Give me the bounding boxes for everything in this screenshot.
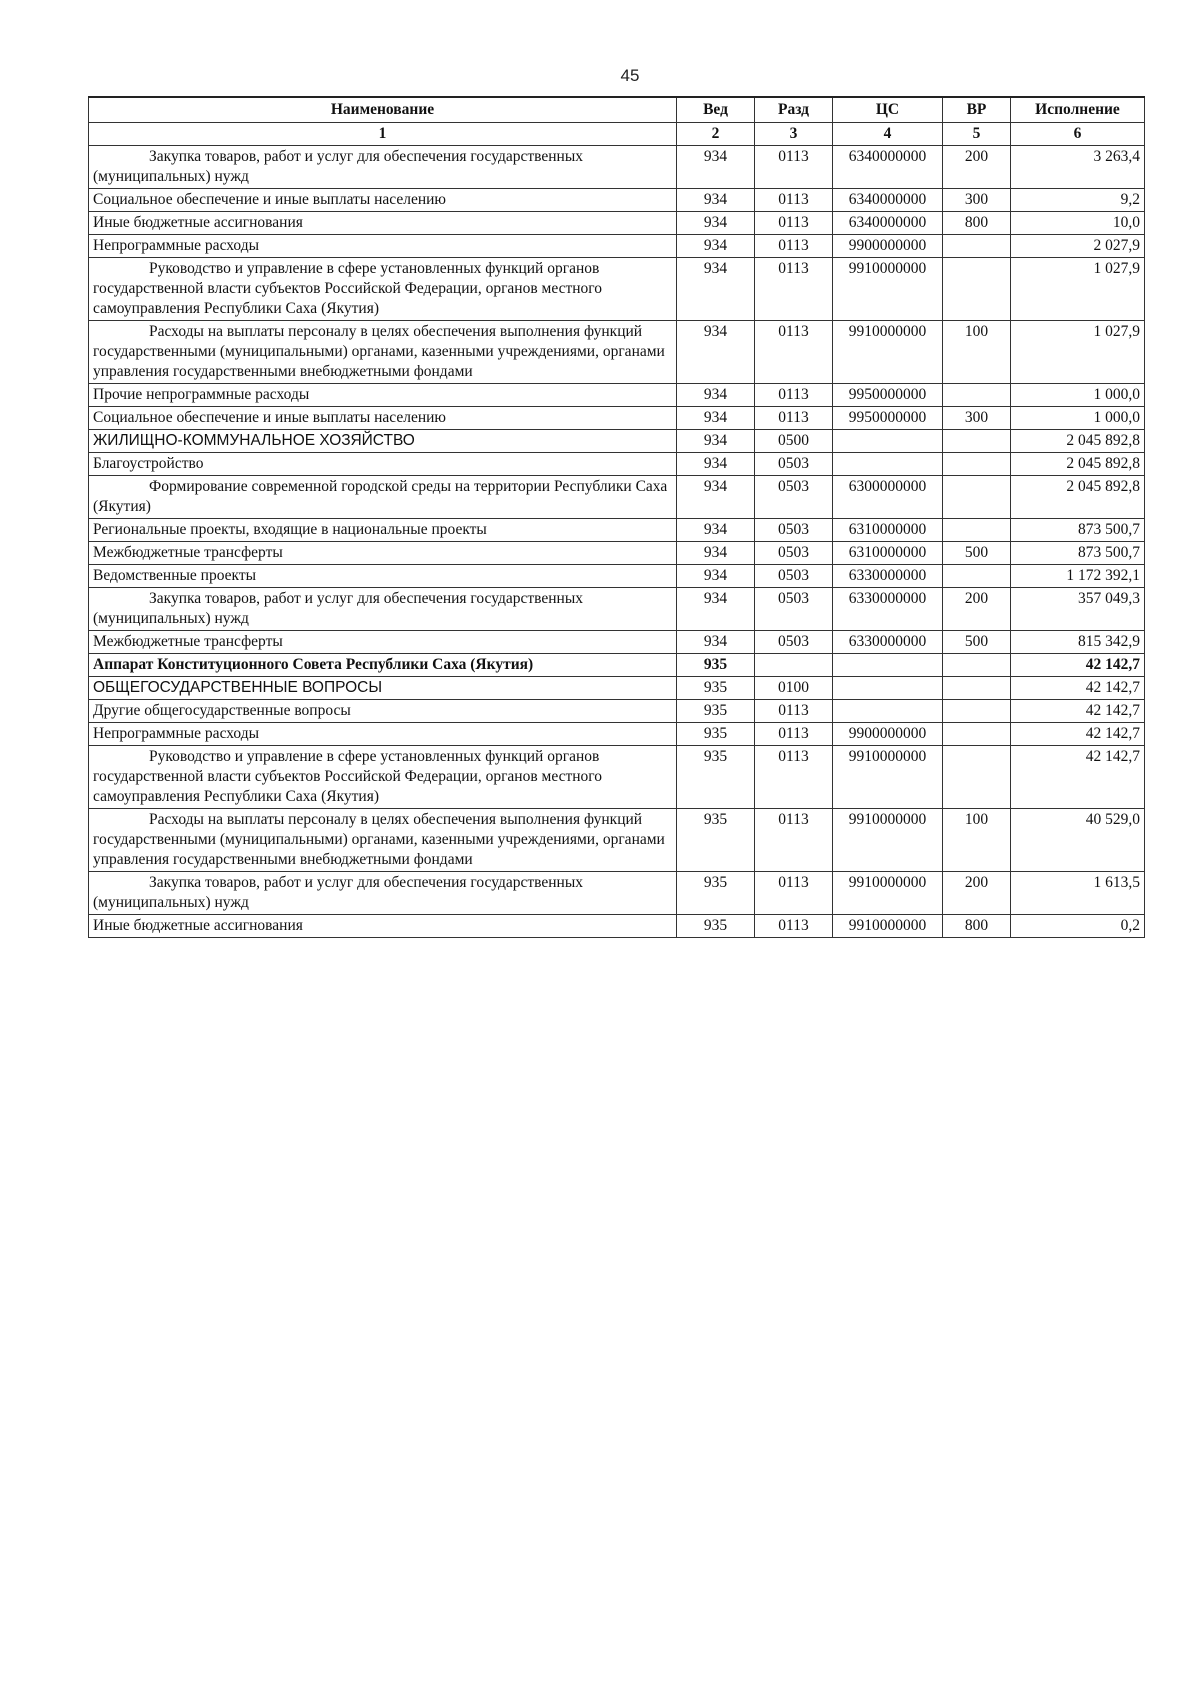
row-name: Расходы на выплаты персоналу в целях обеспечения выполнения функций государственными (муниципальными) органами, казенными учреждениями, органами управления государственными внебюджетными фондами	[89, 809, 677, 872]
row-amount: 2 027,9	[1011, 235, 1145, 258]
table-row	[89, 677, 1145, 700]
row-cs: 6310000000	[833, 542, 943, 565]
row-cs: 9910000000	[833, 321, 943, 384]
row-vr: 800	[943, 212, 1011, 235]
row-name: Социальное обеспечение и иные выплаты населению	[89, 407, 677, 430]
table-row	[89, 321, 1145, 384]
row-vr: 800	[943, 915, 1011, 938]
row-razd: 0113	[755, 872, 833, 915]
row-cs: 6300000000	[833, 476, 943, 519]
row-amount: 42 142,7	[1011, 746, 1145, 809]
row-cs: 9910000000	[833, 872, 943, 915]
row-amount: 40 529,0	[1011, 809, 1145, 872]
row-razd: 0113	[755, 700, 833, 723]
row-name: Благоустройство	[89, 453, 677, 476]
header-razd: Разд	[755, 97, 833, 123]
row-name: Закупка товаров, работ и услуг для обеспечения государственных (муниципальных) нужд	[89, 588, 677, 631]
row-cs: 6340000000	[833, 212, 943, 235]
row-vr: 200	[943, 872, 1011, 915]
row-razd: 0500	[755, 430, 833, 453]
row-amount: 873 500,7	[1011, 542, 1145, 565]
row-vr: 100	[943, 809, 1011, 872]
row-vr	[943, 723, 1011, 746]
row-razd	[755, 654, 833, 677]
row-vr	[943, 476, 1011, 519]
row-name: Руководство и управление в сфере установленных функций органов государственной власти субъектов Российской Федерации, органов местного самоуправления Республики Саха (Якутия)	[89, 746, 677, 809]
table-row	[89, 430, 1145, 453]
row-name: ЖИЛИЩНО-КОММУНАЛЬНОЕ ХОЗЯЙСТВО	[89, 430, 677, 453]
row-cs: 9950000000	[833, 407, 943, 430]
column-number: 3	[755, 123, 833, 146]
row-razd: 0503	[755, 453, 833, 476]
row-name: Межбюджетные трансферты	[89, 542, 677, 565]
row-cs: 9910000000	[833, 809, 943, 872]
table-row	[89, 588, 1145, 631]
row-vr	[943, 235, 1011, 258]
table-row	[89, 258, 1145, 321]
row-razd: 0113	[755, 407, 833, 430]
table-row	[89, 235, 1145, 258]
row-razd: 0113	[755, 915, 833, 938]
column-number: 5	[943, 123, 1011, 146]
row-name: Непрограммные расходы	[89, 723, 677, 746]
row-vr	[943, 453, 1011, 476]
row-cs: 9900000000	[833, 235, 943, 258]
row-ved: 934	[677, 212, 755, 235]
row-razd: 0503	[755, 542, 833, 565]
row-razd: 0503	[755, 565, 833, 588]
row-ved: 935	[677, 677, 755, 700]
row-ved: 935	[677, 654, 755, 677]
row-amount: 3 263,4	[1011, 146, 1145, 189]
row-name: Аппарат Конституционного Совета Республики Саха (Якутия)	[89, 654, 677, 677]
row-amount: 42 142,7	[1011, 677, 1145, 700]
row-razd: 0503	[755, 631, 833, 654]
header-row	[89, 97, 1145, 123]
row-cs	[833, 677, 943, 700]
row-name: Иные бюджетные ассигнования	[89, 915, 677, 938]
row-razd: 0503	[755, 476, 833, 519]
table-row	[89, 212, 1145, 235]
row-name: Непрограммные расходы	[89, 235, 677, 258]
row-vr: 500	[943, 542, 1011, 565]
table-row	[89, 915, 1145, 938]
row-amount: 357 049,3	[1011, 588, 1145, 631]
row-ved: 934	[677, 453, 755, 476]
row-razd: 0113	[755, 321, 833, 384]
table-row	[89, 700, 1145, 723]
row-vr	[943, 519, 1011, 542]
page-number: 45	[620, 66, 640, 85]
row-cs	[833, 654, 943, 677]
row-name: Расходы на выплаты персоналу в целях обеспечения выполнения функций государственными (муниципальными) органами, казенными учреждениями, органами управления государственными внебюджетными фондами	[89, 321, 677, 384]
row-amount: 1 027,9	[1011, 321, 1145, 384]
row-name: Региональные проекты, входящие в национальные проекты	[89, 519, 677, 542]
row-amount: 42 142,7	[1011, 723, 1145, 746]
row-ved: 935	[677, 915, 755, 938]
row-amount: 2 045 892,8	[1011, 430, 1145, 453]
row-razd: 0113	[755, 723, 833, 746]
row-razd: 0113	[755, 146, 833, 189]
table-row	[89, 453, 1145, 476]
row-cs: 6310000000	[833, 519, 943, 542]
table-row	[89, 872, 1145, 915]
row-amount: 1 000,0	[1011, 384, 1145, 407]
row-amount: 42 142,7	[1011, 700, 1145, 723]
row-name: Иные бюджетные ассигнования	[89, 212, 677, 235]
row-amount: 42 142,7	[1011, 654, 1145, 677]
row-vr: 100	[943, 321, 1011, 384]
row-cs: 9910000000	[833, 746, 943, 809]
table-row	[89, 809, 1145, 872]
row-razd: 0113	[755, 212, 833, 235]
row-vr	[943, 746, 1011, 809]
table-row	[89, 746, 1145, 809]
row-name: Закупка товаров, работ и услуг для обеспечения государственных (муниципальных) нужд	[89, 146, 677, 189]
row-name: Прочие непрограммные расходы	[89, 384, 677, 407]
row-razd: 0113	[755, 809, 833, 872]
row-razd: 0503	[755, 588, 833, 631]
row-cs: 6340000000	[833, 146, 943, 189]
column-number: 4	[833, 123, 943, 146]
row-cs: 6330000000	[833, 588, 943, 631]
row-ved: 934	[677, 476, 755, 519]
row-ved: 935	[677, 872, 755, 915]
row-vr: 300	[943, 407, 1011, 430]
row-cs: 9950000000	[833, 384, 943, 407]
row-vr: 200	[943, 146, 1011, 189]
row-amount: 873 500,7	[1011, 519, 1145, 542]
row-amount: 2 045 892,8	[1011, 453, 1145, 476]
table-row	[89, 519, 1145, 542]
row-cs: 9900000000	[833, 723, 943, 746]
row-amount: 1 027,9	[1011, 258, 1145, 321]
row-vr	[943, 677, 1011, 700]
row-razd: 0503	[755, 519, 833, 542]
row-cs: 9910000000	[833, 915, 943, 938]
row-vr: 200	[943, 588, 1011, 631]
row-ved: 935	[677, 809, 755, 872]
row-cs: 6330000000	[833, 631, 943, 654]
row-razd: 0100	[755, 677, 833, 700]
row-ved: 934	[677, 321, 755, 384]
table-row	[89, 189, 1145, 212]
row-ved: 935	[677, 700, 755, 723]
table-row	[89, 542, 1145, 565]
row-vr	[943, 258, 1011, 321]
row-name: Формирование современной городской среды на территории Республики Саха (Якутия)	[89, 476, 677, 519]
header-cs: ЦС	[833, 97, 943, 123]
row-ved: 934	[677, 588, 755, 631]
row-ved: 935	[677, 723, 755, 746]
row-cs	[833, 700, 943, 723]
row-amount: 9,2	[1011, 189, 1145, 212]
row-ved: 934	[677, 407, 755, 430]
row-name: Социальное обеспечение и иные выплаты населению	[89, 189, 677, 212]
table-row	[89, 407, 1145, 430]
row-vr	[943, 700, 1011, 723]
header-name: Наименование	[89, 97, 677, 123]
row-cs: 6340000000	[833, 189, 943, 212]
row-ved: 934	[677, 189, 755, 212]
row-cs	[833, 453, 943, 476]
row-ved: 934	[677, 258, 755, 321]
column-number: 1	[89, 123, 677, 146]
row-vr	[943, 384, 1011, 407]
row-amount: 2 045 892,8	[1011, 476, 1145, 519]
budget-table	[88, 96, 1145, 938]
row-razd: 0113	[755, 189, 833, 212]
row-ved: 934	[677, 542, 755, 565]
row-name: Межбюджетные трансферты	[89, 631, 677, 654]
row-amount: 1 000,0	[1011, 407, 1145, 430]
header-ved: Вед	[677, 97, 755, 123]
table-row	[89, 654, 1145, 677]
row-ved: 935	[677, 746, 755, 809]
row-razd: 0113	[755, 258, 833, 321]
column-number-row	[89, 123, 1145, 146]
table-row	[89, 631, 1145, 654]
row-ved: 934	[677, 565, 755, 588]
row-ved: 934	[677, 235, 755, 258]
table-row	[89, 565, 1145, 588]
table-row	[89, 723, 1145, 746]
column-number: 6	[1011, 123, 1145, 146]
header-amount: Исполнение	[1011, 97, 1145, 123]
table-row	[89, 476, 1145, 519]
row-name: ОБЩЕГОСУДАРСТВЕННЫЕ ВОПРОСЫ	[89, 677, 677, 700]
row-razd: 0113	[755, 384, 833, 407]
row-ved: 934	[677, 146, 755, 189]
row-vr: 300	[943, 189, 1011, 212]
row-vr	[943, 654, 1011, 677]
row-vr: 500	[943, 631, 1011, 654]
row-name: Закупка товаров, работ и услуг для обеспечения государственных (муниципальных) нужд	[89, 872, 677, 915]
row-amount: 0,2	[1011, 915, 1145, 938]
row-vr	[943, 565, 1011, 588]
row-name: Ведомственные проекты	[89, 565, 677, 588]
table-row	[89, 146, 1145, 189]
row-ved: 934	[677, 631, 755, 654]
header-vr: ВР	[943, 97, 1011, 123]
table-row	[89, 384, 1145, 407]
row-ved: 934	[677, 430, 755, 453]
row-amount: 1 613,5	[1011, 872, 1145, 915]
row-name: Другие общегосударственные вопросы	[89, 700, 677, 723]
row-amount: 815 342,9	[1011, 631, 1145, 654]
row-cs: 6330000000	[833, 565, 943, 588]
row-razd: 0113	[755, 746, 833, 809]
row-amount: 10,0	[1011, 212, 1145, 235]
row-name: Руководство и управление в сфере установленных функций органов государственной власти субъектов Российской Федерации, органов местного самоуправления Республики Саха (Якутия)	[89, 258, 677, 321]
row-vr	[943, 430, 1011, 453]
row-cs: 9910000000	[833, 258, 943, 321]
row-razd: 0113	[755, 235, 833, 258]
row-amount: 1 172 392,1	[1011, 565, 1145, 588]
row-cs	[833, 430, 943, 453]
column-number: 2	[677, 123, 755, 146]
row-ved: 934	[677, 384, 755, 407]
row-ved: 934	[677, 519, 755, 542]
